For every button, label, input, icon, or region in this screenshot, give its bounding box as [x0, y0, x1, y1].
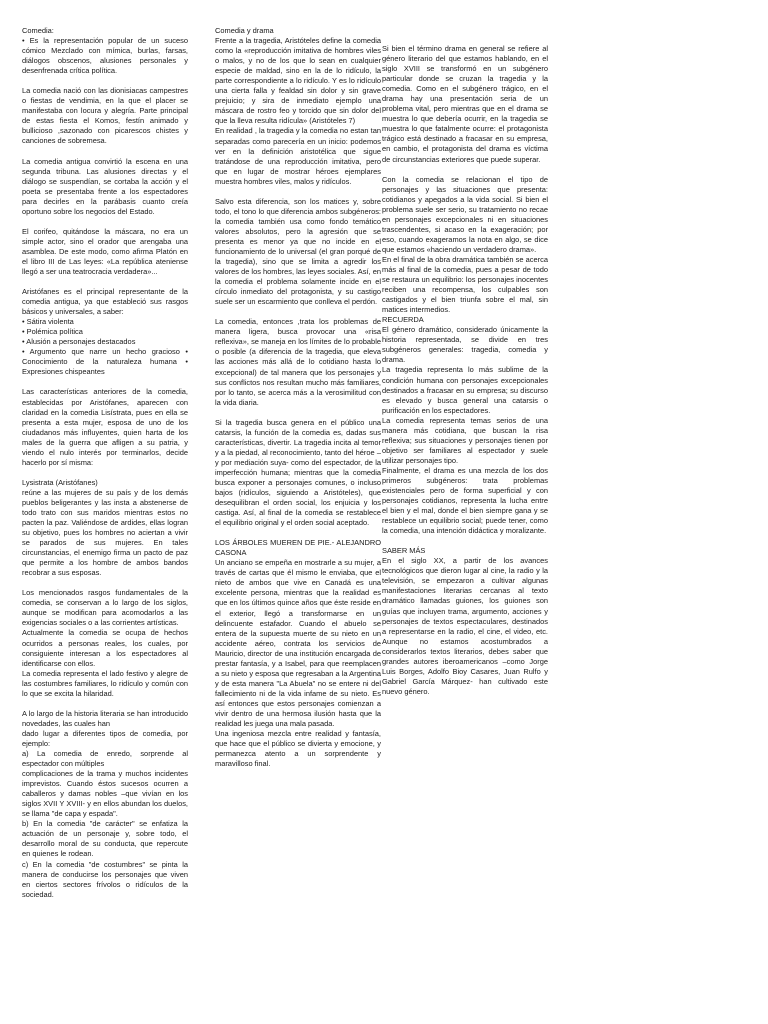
paragraph: SABER MÁS En el siglo XX, a partir de los avances tecnológicos que dieron lugar al cine, la radio y la televisión, se empezaron a cultivar algunas manifestaciones literarias cercanas al texto dramático llamadas guiones, los guiones son guías que incluyen trama, argumento, acciones y personajes de textos espectaculares, destinados a representarse en la radio, el cine, el video, etc. Aunque no estamos acostumbrados a considerarlos textos literarios, debes saber que grandes autores iberoamericanos –como Jorge Luis Borges, Adolfo Bioy Casares, Juan Rulfo y Gabriel García Márquez- han cultivado este nuevo género. — [382, 546, 548, 696]
paragraph: La comedia, entonces ,trata los problemas de manera ligera, busca provocar una «risa reflexiva», se maneja en los límites de lo probable o posible (a diferencia de la tragedia, que eleva las acciones más allá de lo cotidiano hasta lo excepcional) de tal manera que los personajes y sus conflictos nos resultan mucho más familiares, por lo tanto, se acerca más a la verosimilitud con la vida diaria. — [215, 317, 381, 407]
paragraph: El corifeo, quitándose la máscara, no era un simple actor, sino el orador que arengaba una asamblea. De este modo, como afirma Platón en el libro III de Las leyes: «La república ateniense llegó a ser una teatrocracia verdadera»... — [22, 226, 188, 276]
paragraph: Comedia y drama Frente a la tragedia, Aristóteles define la comedia como la «reproducción imitativa de hombres viles o malos, y no de los que lo sean en cualquier especie de maldad, sino en la de lo ridículo, la parte correspondiente a lo ridículo. Y es lo ridículo una cierta falla y fealdad sin dolor y sin grave prejuicio; y sira de inmediato ejemplo una máscara de rostro feo y torcido que sin dolor del que la lleva resulta ridícula» (Aristóteles 7) En realidad , la tragedia y la comedia no estan tan separadas como parecería en un inicio: podemos ver en la definición aristotélica que sigue tratándose de una reproducción imitativa, pero que en lugar de mostrar héroes ejemplares muestra hombres viles, malos y ridículos. — [215, 26, 381, 186]
paragraph: Aristófanes es el principal representante de la comedia antigua, ya que estableció sus rasgos básicos y universales, a saber: • Sátira violenta • Polémica política • Alusión a personajes destacados • Argumento que narre un hecho gracioso • Conocimiento de la naturaleza humana • Expresiones chispeantes — [22, 287, 188, 377]
paragraph: Lysistrata (Aristófanes) reúne a las mujeres de su país y de los demás pueblos beligerantes y las insta a abstenerse de todo trato con sus maridos mientras estos no pacten la paz. Valiéndose de ardides, ellas logran su objetivo, pues los hombres no aciertan a vivir se parados de sus mujeres. En tales circunstancias, el enemigo firma un pacto de paz que permite a los hombre de ambos bandos recobrar a sus esposas. — [22, 477, 188, 578]
text-column-left — [22, 26, 188, 900]
paragraph: La comedia antigua convirtió la escena en una segunda tribuna. Las alusiones directas y el diálogo se suspendían, se cortaba la acción y el poeta se presentaba frente a los espectadores para decirles en la parábasis cuanto creía oportuno sobre los negocios del Estado. — [22, 156, 188, 216]
text-column-right — [382, 44, 548, 697]
paragraph: A lo largo de la historia literaria se han introducido novedades, las cuales han dado lugar a diferentes tipos de comedia, por ejemplo: a) La comedia de enredo, sorprende al espectador con múltiples complicaciones de la trama y muchos incidentes imprevistos. Cuando éstos sucesos ocurren a caballeros y damas nobles –que vivían en los siglos XVII Y XVIII- y en ellos abundan los duelos, se llama "de capa y espada". b) En la comedia "de carácter" se enfatiza la actuación de un personaje y, sobre todo, el desarrollo moral de su conducta, que repercute en quienes le rodean. c) En la comedia "de costumbres" se pinta la manera de conducirse los personajes que viven en ciertos sectores frívolos o ridículos de la sociedad. — [22, 708, 188, 899]
text-column-middle — [215, 26, 381, 769]
paragraph: Si bien el término drama en general se refiere al género literario del que estamos hablando, en el siglo XVIII se transformó en un subgénero particular donde se cruzan la tragedia y la comedia. Como en el subgénero trágico, en el drama hay una presentación seria de un problema vital, pero mientras que en el drama se muestra lo que debería ocurrir, en la tragedia se muestra lo que fatalmente ocurre: el protagonista trágico está destinado a fracasar en su empresa, en cambio, el protagonista del drama es víctima de circunstancias exteriores que puede superar. — [382, 44, 548, 164]
paragraph: Con la comedia se relacionan el tipo de personajes y las situaciones que presenta: cotidianos y apegados a la vida social. Si bien el problema suele ser serio, su tratamiento no recae en personajes excepcionales ni en situaciones trascendentes, si acaso en la exageración; por eso, cuando exageramos la nota en algo, se dice que estamos «haciendo un verdadero drama». En el final de la obra dramática también se acerca más al final de la comedia, pues a pesar de todo se restaura un equilibrio: los personajes inocentes reciben una recompensa, los culpables son castigados y el bien triunfa sobre el mal, sin matices intermedios. RECUERDA El género dramático, considerado únicamente la historia representada, se divide en tres subgéneros generales: tragedia, comedia y drama. La tragedia representa lo más sublime de la condición humana con personajes excepcionales destinados a fracasar en su empresa; su discurso es elevado y busca general una catarsis o purificación en los espectadores. La comedia representa temas serios de una manera más cotidiana, que buscan la risa reflexiva; sus situaciones y personajes tienen por objetivo ser familiares al espectador y suele utilizar personajes tipo. Finalmente, el drama es una mezcla de los dos primeros subgéneros: trata problemas existenciales pero de forma superficial y con personajes cotidianos, representa la lucha entre el bien y el mal, donde el bien siempre gana y se restablece un equilibrio social; puede tener, como la comedia, una intención didáctica y moralizante. — [382, 174, 548, 536]
paragraph: Los mencionados rasgos fundamentales de la comedia, se conservan a lo largo de los siglos, aunque se modifican para acomodarlos a las exigencias sociales o a las corrientes artísticas. Actualmente la comedia se ocupa de hechos ocurridos a personas reales, los cuales, por consiguiente interesan a los espectadores al identificarse con ellos. La comedia representa el lado festivo y alegre de las costumbres familiares, lo ridículo y común con lo que se excita la hilaridad. — [22, 588, 188, 698]
paragraph: Si la tragedia busca genera en el público una catarsis, la función de la comedia es, dadas sus características, divertir. La tragedia incita al temor y a la piedad, al reconocimiento, tanto del héroe –y por mediación suya- como del espectador, de la imperfección humana; mientras que la comedia busca exponer a personajes comunes, o incluso bajos (ridículos, siguiendo a Aristóteles), que desequilibran el orden social, los enjuicia y los castiga. Así, al final de la comedia se restablece el equilibrio original y el orden social aceptado. — [215, 417, 381, 528]
paragraph: Salvo esta diferencia, son los matices y, sobre todo, el tono lo que diferencia ambos subgéneros: la comedia también usa como fondo temático valores absolutos, pero la agresión que se presenta es menor ya que no incide en el funcionamiento de lo universal (el gran porqué de la tragedia), sino que se limita a agredir los valores de los hombres, las leyes sociales. Así, en la comedia el problema solamente incide en el círculo inmediato del protagonista, y su castigo suele ser un escarmiento que conlleva el perdón. — [215, 196, 381, 307]
paragraph: LOS ÁRBOLES MUEREN DE PIE.- ALEJANDRO CASONA Un anciano se empeña en mostrarle a su mujer, a través de cartas que él mismo le enviaba, que el nieto de ambos que vive en Canadá es una excelente persona, mientras que la realidad es que en los últimos quince años que éste reside en el exterior, llegó a transformarse en un delincuente estafador. Cuando el abuelo se entera de la supuesta muerte de su nieto en un accidente aéreo, contrata los servicios de Mauricio, director de una institución encargada de prestar fantasía, y a Isabel, para que reemplacen a su nieto y esposa que regresaban a la Argentina y de esta manera "La Abuela" no se entere ni del fallecimiento ni de la vida infame de su nieto. Es así entonces que estos personajes comienzan a vivir dentro de una hermosa ilusión hasta que la realidad les juega una mala pasada. Una ingeniosa mezcla entre realidad y fantasía, que hace que el público se divierta y emocione, y permanezca atento a un sorprendente y maravilloso final. — [215, 538, 381, 769]
paragraph: Comedia: • Es la representación popular de un suceso cómico Mezclado con mímica, burlas, farsas, diálogos obscenos, alusiones personales y desenfrenada crítica política. — [22, 26, 188, 76]
paragraph: La comedia nació con las dionisiacas campestres o fiestas de vendimia, en la que el placer se manifestaba con locura y alegría. Parte principal de estas fiesta el Komos, festín animado y bullicioso ,sazonado con picarescos chistes y canciones de sobremesa. — [22, 86, 188, 146]
paragraph: Las características anteriores de la comedia, establecidas por Aristófanes, aparecen con claridad en la comedia Lisístrata, pues en ella se presenta a esta mujer, esposa de uno de los ciudadanos más influyentes, quien harta de los males de la guerra que afligen a su patria, y viendo el nulo interés por terminarlos, decide hacerlo por sí misma: — [22, 387, 188, 467]
